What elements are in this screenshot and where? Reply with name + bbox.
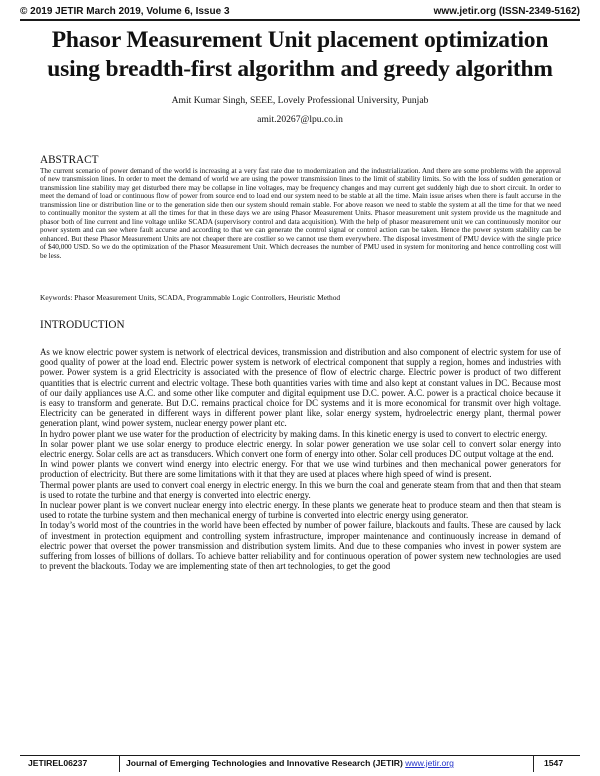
title-line-1: Phasor Measurement Unit placement optimization	[51, 27, 549, 53]
header-divider	[20, 19, 580, 21]
header-issue-info: © 2019 JETIR March 2019, Volume 6, Issue 3	[20, 6, 230, 17]
running-header	[20, 6, 580, 20]
running-footer	[20, 758, 580, 772]
paragraph: Thermal power plants are used to convert coal energy in electric energy. In this we burn the coal and generate steam from that and then that steam is used to rotate the turbine and that energy is converted into electric energy.	[40, 479, 561, 500]
author-email[interactable]: amit.20267@lpu.co.in	[257, 114, 343, 125]
paragraph: In wind power plants we convert wind energy into electric energy. For that we use wind turbines and then mechanical power generators for production of electricity. But there are some limitations with it that they are used at places where high speed of wind is present.	[40, 459, 561, 480]
footer-separator	[119, 755, 120, 772]
footer-site-link[interactable]: www.jetir.org	[405, 758, 454, 768]
keywords: Keywords: Phasor Measurement Units, SCADA, Programmable Logic Controllers, Heuristic Method	[40, 293, 341, 302]
paragraph: In hydro power plant we use water for the production of electricity by making dams. In this kinetic energy is used to convert to electric energy.	[40, 428, 548, 439]
abstract-heading: ABSTRACT	[40, 154, 99, 166]
paper-title	[20, 26, 580, 84]
paragraph: In nuclear power plant is we convert nuclear energy into electric energy. In these plants we generate heat to produce steam and then that steam is used to rotate the turbine system and then mechanical energy of turbine is converted into electric energy using generator.	[40, 500, 561, 521]
paragraph: In today’s world most of the countries in the world have been effected by number of power failure, blackouts and faults. These are caused by lack of investment in protection equipment and controlling system infrastructure, improper maintenance and continuously increase in demand of electric power that overset the power transmission and distribution system limits. And due to these companies who invest in power system are suffering from losses of billions of dollars. To achieve batter reliability and for continuous operation of power system new technologies are used to prevent the blackouts. Today we are implementing state of then art technologies, to get the good	[40, 520, 561, 572]
author-affiliation: Amit Kumar Singh, SEEE, Lovely Professional University, Punjab	[171, 95, 429, 106]
footer-journal-name: Journal of Emerging Technologies and Innovative Research (JETIR)	[126, 758, 403, 768]
footer-divider	[20, 755, 580, 756]
title-line-2: using breadth-first algorithm and greedy algorithm	[47, 56, 553, 82]
abstract-text: The current scenario of power demand of the world is increasing at a very fast rate due to modernization and the industrialization. And there are some problems with the approval of new transmission lines. In order to meet the demand of world we are using the power transmission lines to the limit of stability limits. So with the loss of sudden generation or transmission line stability may get disturbed there may be collapse in line voltages, may be frequency changes and may current get suddenly high due to short circuit. In order to meet the demand of load or continuous flow of power from source end to load end our system need to be stable at all the time. Main issue arises when there is fault accurse in the transmission line or distribution line or to the generation side then our system should remain stable. For above reason we need to stable the system at all the time for that we need to continually monitor the system at all the times for that in these days we are using Phasor Measurement Units. Phasor measurement unit system provide us the magnitude and phasor both of line current and line voltage unlike SCADA (supervisory control and data acquisition). With the help of phasor measurement unit we can continuously monitor our power system and can see where fault accurse and according to that we can generate the control signal or control action can be taken. Hence the power system stability can be enhanced. But these Phasor Measurement Units are not cheaper there are costlier so we cannot use them everywhere. The disposal investment of PMU device with the single price of $40,000 USD. So we do the optimization of the Phasor Measurement Unit. Which decreases the number of PMU used in system for monitoring and hence controlling cost will be less.	[40, 167, 561, 260]
footer-journal	[126, 758, 454, 768]
introduction-body	[40, 347, 561, 571]
introduction-heading: INTRODUCTION	[40, 319, 125, 331]
header-journal-link[interactable]: www.jetir.org (ISSN-2349-5162)	[433, 6, 580, 17]
footer-separator	[533, 755, 534, 772]
footer-paper-code: JETIREL06237	[28, 758, 88, 768]
paragraph: As we know electric power system is network of electrical devices, transmission and distribution and also component of electric system for use of good quality of power at the load end. Electric power system is network of electrical component that supply a region, homes and industries with power. Power system is a grid Electricity is associated with the presence of flow of electric charge. Electric power is product of two different quantities that is electric current and electric voltage. These both quantities varies with time and also kept at constant values in DC. Because most of our daily appliances use A.C. and some other like computer and digital equipment use D.C. power. A.C. power is a practical choice because it is easy to transform and generate. But D.C. remains practical choice for DC systems and it is more economical for transmit over high voltage. Electricity can be generated in different ways in different power plant like, solar energy system, hydroelectric energy plant, thermal power generation plant, wind power system, nuclear energy power plant etc.	[40, 347, 561, 429]
page-number: 1547	[544, 758, 564, 768]
paragraph: In solar power plant we use solar energy to produce electric energy. In solar power generation we use solar cell to convert solar energy into electric energy. Solar cells are act as transducers. Which convert one form of energy into other. Solar cell produces DC output voltage at the end.	[40, 438, 561, 460]
